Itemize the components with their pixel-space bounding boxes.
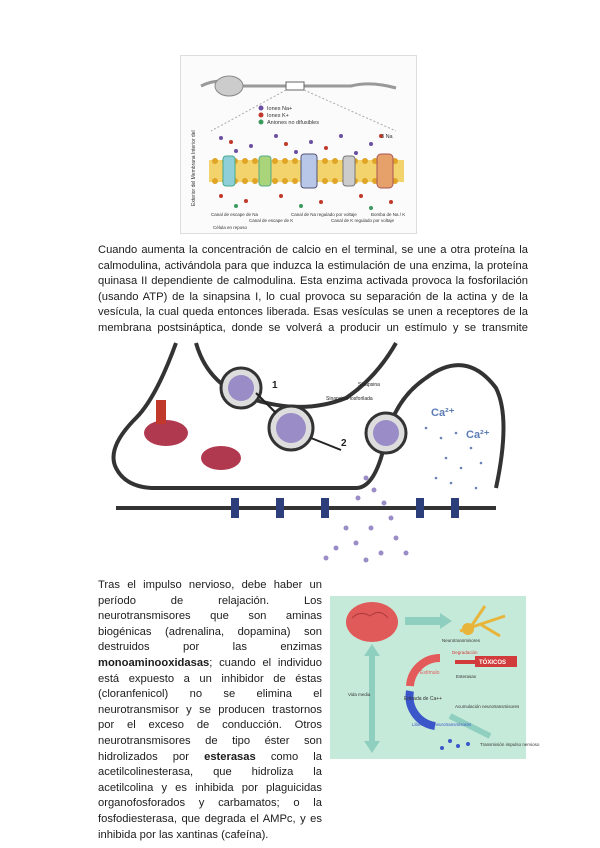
para2-part2: ; cuando el individuo está expuesto a un inhibidor de éstas (cloranfenicol) no se elimina el neurotransmisor y se producen trastornos por el exceso de conducción. Otros neurotransmisores de tipo éster son hidrolizados por	[98, 656, 322, 763]
degradacion-label: Degradación	[452, 650, 478, 655]
para2-bold1: monoaminooxidasas	[98, 656, 210, 669]
toxicos-label: TÓXICOS	[479, 660, 507, 666]
step-2: 2	[341, 438, 347, 449]
sinapsina-label: Sinapsina	[358, 382, 380, 388]
figure-membrane-resting	[180, 55, 417, 234]
vida-media-label: Vida media	[348, 692, 371, 697]
paragraph-calmodulin: Cuando aumenta la concentración de calcio en el terminal, se une a otra proteína la calmodulina, activándola para que induzca la estimulación de una enzima, la proteína quinasa II dependiente de calmodulina. Esta enzima activada provoca la fosforilación (usando ATP) de la sinapsina I, lo cual provoca su separación de la actina y de la vesícula, la cual queda entonces liberada. Esas vesículas se unen a receptores de la membrana postsináptica, donde se volverá a producir un estímulo y se transmite	[98, 244, 528, 334]
channel-label-1: Canal de escape de Na	[211, 212, 259, 217]
ca-label-2: Ca²⁺	[466, 429, 490, 441]
estimulo-label: Estímulo	[420, 670, 440, 676]
legend-na: Iones Na+	[267, 106, 293, 112]
transmision-label: Transmisión impulso nervioso	[480, 742, 540, 747]
channel-label-2: Canal de escape de K	[249, 218, 294, 223]
legend-k: Iones K+	[267, 113, 289, 119]
entrada-label: Entrada de Ca++	[404, 696, 443, 702]
channel-label-5: Bomba de Na / K	[371, 212, 406, 217]
para2-part3: como la acetilcolinesterasa, que hidroliza la acetilcolina y es inhibida por plaguicidas organofosforados y carbamatos; o la fosfodiesterasa, que degrada el AMPc, y es inhibida por las xantinas (cafeína).	[98, 750, 323, 841]
cycle-illustration	[330, 596, 540, 759]
liberacion-label: Liberación neurotransmisores	[412, 722, 472, 727]
figure-synapse	[96, 338, 512, 568]
channel-label-3: Canal de Na regulado por voltaje	[291, 212, 357, 217]
ca-label-1: Ca²⁺	[431, 407, 455, 419]
figure-neurotransmitter-cycle	[330, 596, 540, 759]
para2-part1: Tras el impulso nervioso, debe haber un período de relajación. Los neurotransmisores que son aminas biogénicas (adrenalina, dopamina) son destruidos por las enzimas	[98, 579, 322, 654]
channel-label-4: Canal de K regulado por voltaje	[331, 218, 395, 223]
para2-bold2: esterasas	[204, 750, 256, 763]
sinapsina-fosforilada-label: Sinapsina-fosforilada	[326, 396, 373, 402]
side-label: Exterior del Membrana Interior del	[191, 130, 197, 206]
membrane-illustration	[181, 56, 416, 233]
legend-anions: Aniones no difusibles	[267, 120, 319, 126]
paragraph-relaxation	[98, 578, 322, 843]
acumulacion-label: Acumulación neurotransmisores	[455, 704, 520, 709]
na-label: 3 Na	[381, 134, 393, 140]
resting-label: Célula en reposo	[213, 225, 248, 230]
esterasas-label: Esterasas	[456, 674, 477, 679]
neuro-label: Neurotransmisores	[442, 638, 481, 643]
synapse-illustration	[96, 338, 512, 568]
step-1: 1	[272, 380, 278, 391]
